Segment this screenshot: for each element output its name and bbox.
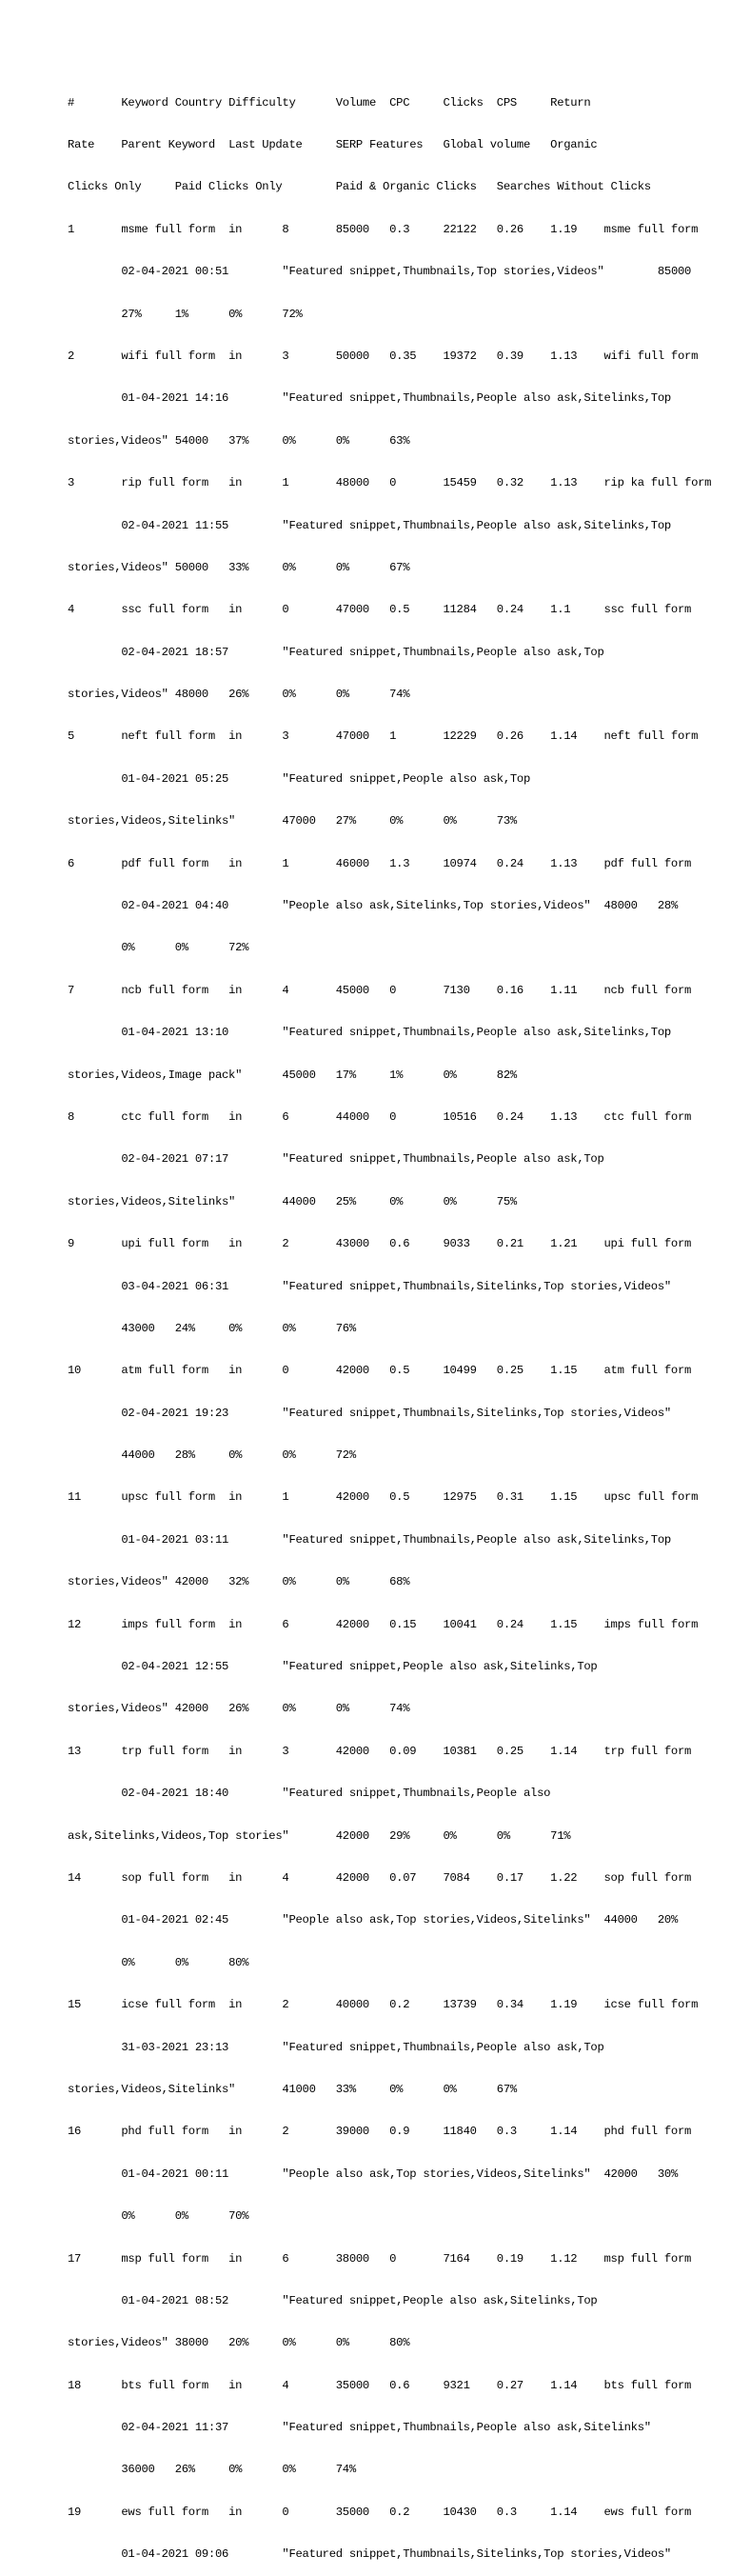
header-line-1: # Keyword Country Difficulty Volume CPC Clicks CPS Return (68, 95, 591, 110)
row-10-line-3: 44000 28% 0% 0% 72% (68, 1448, 356, 1463)
row-8-line-2: 02-04-2021 07:17 "Featured snippet,Thumbnails,People also ask,Top (68, 1152, 604, 1167)
row-3-line-3: stories,Videos" 50000 33% 0% 0% 67% (68, 560, 410, 574)
row-3-line-2: 02-04-2021 11:55 "Featured snippet,Thumbnails,People also ask,Sitelinks,Top (68, 518, 671, 532)
row-17-line-2: 01-04-2021 08:52 "Featured snippet,People also ask,Sitelinks,Top (68, 2293, 598, 2307)
row-2-line-3: stories,Videos" 54000 37% 0% 0% 63% (68, 433, 410, 448)
header-line-2: Rate Parent Keyword Last Update SERP Features Global volume Organic (68, 137, 598, 151)
header-line-3: Clicks Only Paid Clicks Only Paid & Organic Clicks Searches Without Clicks (68, 180, 651, 194)
row-6-line-2: 02-04-2021 04:40 "People also ask,Sitelinks,Top stories,Videos" 48000 28% (68, 899, 678, 913)
row-2-line-2: 01-04-2021 14:16 "Featured snippet,Thumbnails,People also ask,Sitelinks,Top (68, 391, 671, 406)
row-1-line-1: 1 msme full form in 8 85000 0.3 22122 0.26 1.19 msme full form (68, 222, 699, 236)
row-13-line-3: ask,Sitelinks,Videos,Top stories" 42000 29% 0% 0% 71% (68, 1828, 571, 1843)
row-11-line-3: stories,Videos" 42000 32% 0% 0% 68% (68, 1575, 410, 1589)
row-15-line-3: stories,Videos,Sitelinks" 41000 33% 0% 0% 67% (68, 2082, 517, 2096)
row-7-line-2: 01-04-2021 13:10 "Featured snippet,Thumbnails,People also ask,Sitelinks,Top (68, 1026, 671, 1040)
row-5-line-3: stories,Videos,Sitelinks" 47000 27% 0% 0% 73% (68, 814, 517, 829)
row-16-line-1: 16 phd full form in 2 39000 0.9 11840 0.3 1.14 phd full form (68, 2125, 692, 2139)
row-10-line-2: 02-04-2021 19:23 "Featured snippet,Thumbnails,Sitelinks,Top stories,Videos" (68, 1406, 671, 1420)
row-1-line-2: 02-04-2021 00:51 "Featured snippet,Thumbnails,Top stories,Videos" 85000 (68, 265, 692, 279)
row-12-line-3: stories,Videos" 42000 26% 0% 0% 74% (68, 1702, 410, 1716)
row-9-line-3: 43000 24% 0% 0% 76% (68, 1321, 356, 1335)
row-4-line-3: stories,Videos" 48000 26% 0% 0% 74% (68, 688, 410, 702)
row-8-line-1: 8 ctc full form in 6 44000 0 10516 0.24 1.13 ctc full form (68, 1109, 692, 1124)
row-12-line-2: 02-04-2021 12:55 "Featured snippet,People also ask,Sitelinks,Top (68, 1660, 598, 1674)
row-14-line-1: 14 sop full form in 4 42000 0.07 7084 0.17 1.22 sop full form (68, 1871, 692, 1885)
row-14-line-3: 0% 0% 80% (68, 1955, 249, 1969)
row-6-line-3: 0% 0% 72% (68, 941, 249, 955)
row-9-line-2: 03-04-2021 06:31 "Featured snippet,Thumbnails,Sitelinks,Top stories,Videos" (68, 1279, 671, 1293)
row-13-line-1: 13 trp full form in 3 42000 0.09 10381 0.25 1.14 trp full form (68, 1744, 692, 1758)
row-18-line-2: 02-04-2021 11:37 "Featured snippet,Thumbnails,People also ask,Sitelinks" (68, 2421, 651, 2435)
document-text (68, 68, 711, 2576)
row-11-line-2: 01-04-2021 03:11 "Featured snippet,Thumbnails,People also ask,Sitelinks,Top (68, 1532, 671, 1547)
row-16-line-3: 0% 0% 70% (68, 2209, 249, 2224)
row-6-line-1: 6 pdf full form in 1 46000 1.3 10974 0.24 1.13 pdf full form (68, 856, 692, 870)
row-1-line-3: 27% 1% 0% 72% (68, 307, 303, 321)
row-15-line-2: 31-03-2021 23:13 "Featured snippet,Thumbnails,People also ask,Top (68, 2040, 604, 2054)
row-5-line-2: 01-04-2021 05:25 "Featured snippet,People also ask,Top (68, 771, 531, 786)
row-13-line-2: 02-04-2021 18:40 "Featured snippet,Thumbnails,People also (68, 1787, 551, 1801)
row-18-line-3: 36000 26% 0% 0% 74% (68, 2463, 356, 2477)
row-8-line-3: stories,Videos,Sitelinks" 44000 25% 0% 0% 75% (68, 1194, 517, 1208)
row-19-line-2: 01-04-2021 09:06 "Featured snippet,Thumbnails,Sitelinks,Top stories,Videos" (68, 2547, 671, 2562)
row-16-line-2: 01-04-2021 00:11 "People also ask,Top stories,Videos,Sitelinks" 42000 30% (68, 2167, 678, 2181)
row-15-line-1: 15 icse full form in 2 40000 0.2 13739 0.34 1.19 icse full form (68, 1998, 699, 2012)
row-17-line-1: 17 msp full form in 6 38000 0 7164 0.19 1.12 msp full form (68, 2251, 692, 2266)
row-4-line-2: 02-04-2021 18:57 "Featured snippet,Thumbnails,People also ask,Top (68, 645, 604, 659)
row-2-line-1: 2 wifi full form in 3 50000 0.35 19372 0.39 1.13 wifi full form (68, 349, 699, 363)
row-19-line-1: 19 ews full form in 0 35000 0.2 10430 0.3 1.14 ews full form (68, 2505, 692, 2519)
row-5-line-1: 5 neft full form in 3 47000 1 12229 0.26 1.14 neft full form (68, 729, 699, 744)
row-11-line-1: 11 upsc full form in 1 42000 0.5 12975 0.31 1.15 upsc full form (68, 1490, 699, 1505)
row-3-line-1: 3 rip full form in 1 48000 0 15459 0.32 1.13 rip ka full form (68, 476, 712, 490)
row-18-line-1: 18 bts full form in 4 35000 0.6 9321 0.27 1.14 bts full form (68, 2378, 692, 2392)
row-7-line-1: 7 ncb full form in 4 45000 0 7130 0.16 1.11 ncb full form (68, 983, 692, 997)
row-9-line-1: 9 upi full form in 2 43000 0.6 9033 0.21 1.21 upi full form (68, 1237, 692, 1251)
row-17-line-3: stories,Videos" 38000 20% 0% 0% 80% (68, 2336, 410, 2350)
row-12-line-1: 12 imps full form in 6 42000 0.15 10041 0.24 1.15 imps full form (68, 1617, 699, 1631)
row-14-line-2: 01-04-2021 02:45 "People also ask,Top stories,Videos,Sitelinks" 44000 20% (68, 1913, 678, 1927)
row-4-line-1: 4 ssc full form in 0 47000 0.5 11284 0.24 1.1 ssc full form (68, 603, 692, 617)
row-7-line-3: stories,Videos,Image pack" 45000 17% 1% 0% 82% (68, 1068, 517, 1082)
row-10-line-1: 10 atm full form in 0 42000 0.5 10499 0.25 1.15 atm full form (68, 1364, 692, 1378)
